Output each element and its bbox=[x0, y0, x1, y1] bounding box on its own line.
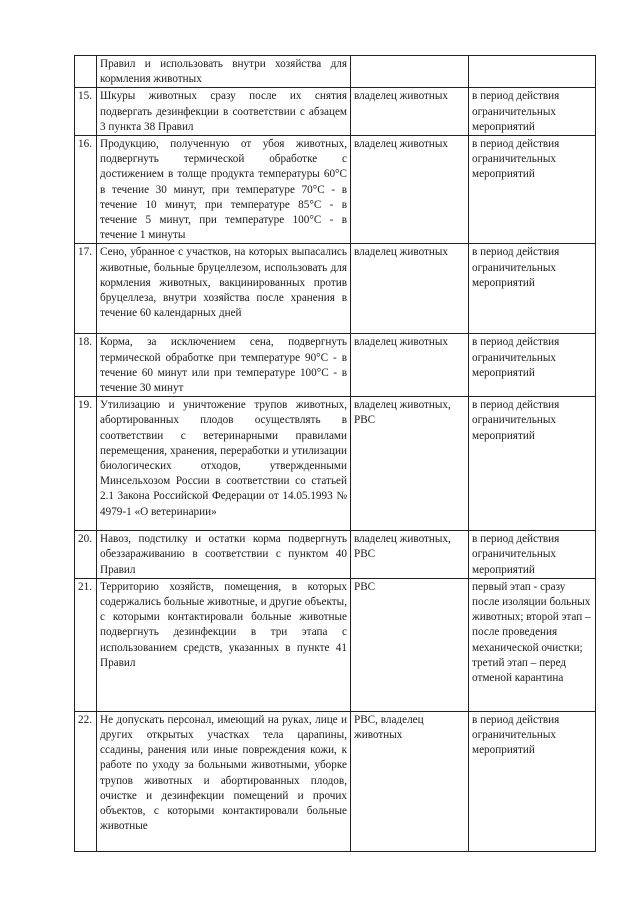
measures-table bbox=[74, 55, 596, 852]
measure-text: Правил и использовать внутри хозяйства для кормления животных bbox=[97, 56, 351, 88]
measure-text: Утилизацию и уничтожение трупов животных, абортированных плодов осуществлять в соответствии с ветеринарными правилами перемещения, хранения, переработки и утилизации биологических отходов, утвержденными Минсельхозом России в соответствии со статьей 2.1 Закона Российской Федерации от 14.05.1993 № 4979-1 «О ветеринарии» bbox=[97, 397, 351, 531]
measure-text: Продукцию, полученную от убоя животных, подвергнуть термической обработке с достижением в толще продукта температуры 60°С в течение 30 минут, при температуре 70°С - в течение 10 минут, при температуре 85°С - в течение 5 минут, при температуре 100°С - в течение 1 минуты bbox=[97, 136, 351, 244]
row-number: 18. bbox=[75, 334, 97, 397]
table-row bbox=[75, 397, 596, 531]
responsible-party: владелец животных bbox=[351, 88, 469, 136]
row-number bbox=[75, 56, 97, 88]
table-row bbox=[75, 244, 596, 334]
measure-text: Не допускать персонал, имеющий на руках, лице и других открытых участках тела царапины, ссадины, ранения или иные повреждения кожи, к работе по уходу за больными животными, уборке трупов животных и абортированных плодов, очистке и дезинфекции помещений и прочих объектов, с которыми контактировали больные животные bbox=[97, 711, 351, 851]
table-row bbox=[75, 56, 596, 88]
responsible-party: владелец животных bbox=[351, 334, 469, 397]
measure-text: Навоз, подстилку и остатки корма подвергнуть обеззараживанию в соответствии с пунктом 40 Правил bbox=[97, 531, 351, 579]
row-number: 16. bbox=[75, 136, 97, 244]
measure-text: Территорию хозяйств, помещения, в которых содержались больные животные, и другие объекты, с которыми контактировали больные животные подвергнуть дезинфекции в три этапа с использованием средств, указанных в пункте 41 Правил bbox=[97, 578, 351, 711]
row-number: 15. bbox=[75, 88, 97, 136]
table-row bbox=[75, 711, 596, 851]
table-row bbox=[75, 531, 596, 579]
deadline: первый этап - сразу после изоляции больных животных; второй этап – после проведения механической очистки; третий этап – перед отменой карантина bbox=[469, 578, 596, 711]
responsible-party bbox=[351, 56, 469, 88]
row-number: 22. bbox=[75, 711, 97, 851]
table-row bbox=[75, 334, 596, 397]
measure-text: Шкуры животных сразу после их снятия подвергать дезинфекции в соответствии с абзацем 3 пункта 38 Правил bbox=[97, 88, 351, 136]
row-number: 19. bbox=[75, 397, 97, 531]
table-row bbox=[75, 88, 596, 136]
responsible-party: владелец животных bbox=[351, 244, 469, 334]
deadline: в период действия ограничительных мероприятий bbox=[469, 88, 596, 136]
deadline: в период действия ограничительных мероприятий bbox=[469, 244, 596, 334]
deadline: в период действия ограничительных мероприятий bbox=[469, 531, 596, 579]
measure-text: Сено, убранное с участков, на которых выпасались животные, больные бруцеллезом, использовать для кормления животных, вакцинированных против бруцеллеза, внутри хозяйства после хранения в течение 60 календарных дней bbox=[97, 244, 351, 334]
deadline bbox=[469, 56, 596, 88]
responsible-party: РВС bbox=[351, 578, 469, 711]
row-number: 20. bbox=[75, 531, 97, 579]
deadline: в период действия ограничительных мероприятий bbox=[469, 711, 596, 851]
responsible-party: владелец животных, РВС bbox=[351, 397, 469, 531]
table-row bbox=[75, 136, 596, 244]
row-number: 17. bbox=[75, 244, 97, 334]
responsible-party: владелец животных, РВС bbox=[351, 531, 469, 579]
deadline: в период действия ограничительных мероприятий bbox=[469, 334, 596, 397]
table-row bbox=[75, 578, 596, 711]
row-number: 21. bbox=[75, 578, 97, 711]
deadline: в период действия ограничительных мероприятий bbox=[469, 136, 596, 244]
deadline: в период действия ограничительных мероприятий bbox=[469, 397, 596, 531]
responsible-party: владелец животных bbox=[351, 136, 469, 244]
responsible-party: РВС, владелец животных bbox=[351, 711, 469, 851]
measure-text: Корма, за исключением сена, подвергнуть термической обработке при температуре 90°С - в течение 60 минут или при температуре 100°С - в течение 30 минут bbox=[97, 334, 351, 397]
